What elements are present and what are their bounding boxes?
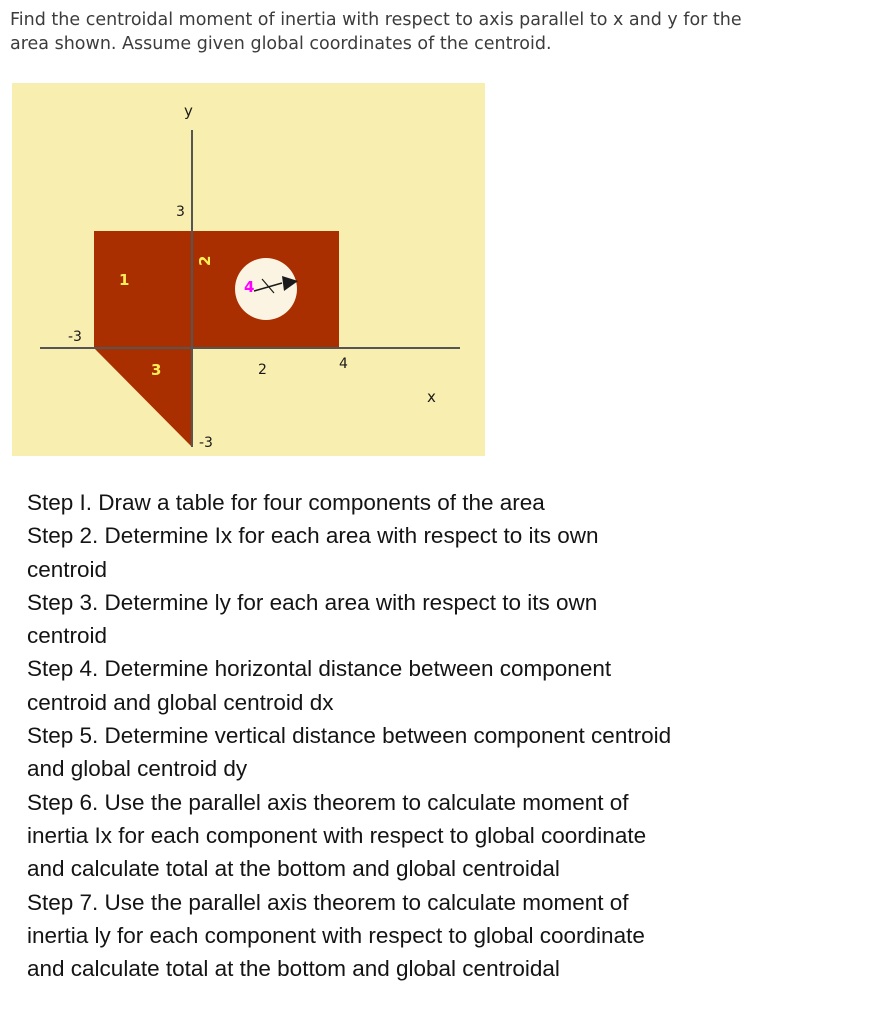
region-label-4: 4 — [244, 278, 255, 296]
step-5-line-1: Step 5. Determine vertical distance between component centroid — [27, 723, 672, 749]
step-6-line-1: Step 6. Use the parallel axis theorem to calculate moment of — [27, 789, 629, 815]
step-2-line-1: Step 2. Determine Ix for each area with respect to its own — [27, 523, 599, 549]
step-1-line-1: Step I. Draw a table for four components of the area — [27, 490, 545, 515]
step-7-line-3: and calculate total at the bottom and global centroidal — [27, 956, 560, 982]
step-7-line-2: inertia ly for each component with respect to global coordinate — [27, 922, 645, 948]
tick-label-y-minus-3: -3 — [199, 435, 213, 451]
step-4-line-1: Step 4. Determine horizontal distance between component — [27, 656, 612, 682]
step-4-line-2: centroid and global centroid dx — [27, 689, 334, 715]
step-3-line-2: centroid — [27, 623, 108, 649]
tick-label-x-2: 2 — [258, 362, 267, 378]
question-line-2: area shown. Assume given global coordinates of the centroid. — [10, 34, 552, 54]
area-diagram — [12, 83, 485, 456]
step-5-line-2: and global centroid dy — [27, 756, 248, 782]
steps-list — [27, 486, 877, 985]
region-label-3: 3 — [151, 361, 162, 379]
step-2-line-2: centroid — [27, 556, 108, 582]
x-axis-label: x — [427, 388, 436, 406]
question-line-1: Find the centroidal moment of inertia with respect to axis parallel to x and y for the — [10, 10, 742, 30]
region-label-2: 2 — [196, 255, 214, 266]
tick-label-x-minus-3: -3 — [68, 329, 82, 345]
step-6-line-3: and calculate total at the bottom and global centroidal — [27, 856, 560, 882]
region-label-1: 1 — [119, 271, 130, 289]
step-3-line-1: Step 3. Determine ly for each area with respect to its own — [27, 589, 598, 615]
tick-label-y-3: 3 — [176, 204, 185, 220]
step-6-line-2: inertia Ix for each component with respect to global coordinate — [27, 822, 647, 848]
tick-label-x-4: 4 — [339, 356, 348, 372]
step-7-line-1: Step 7. Use the parallel axis theorem to calculate moment of — [27, 889, 629, 915]
question-text — [10, 8, 870, 56]
area-figure — [12, 83, 485, 456]
y-axis-label: y — [184, 102, 193, 120]
